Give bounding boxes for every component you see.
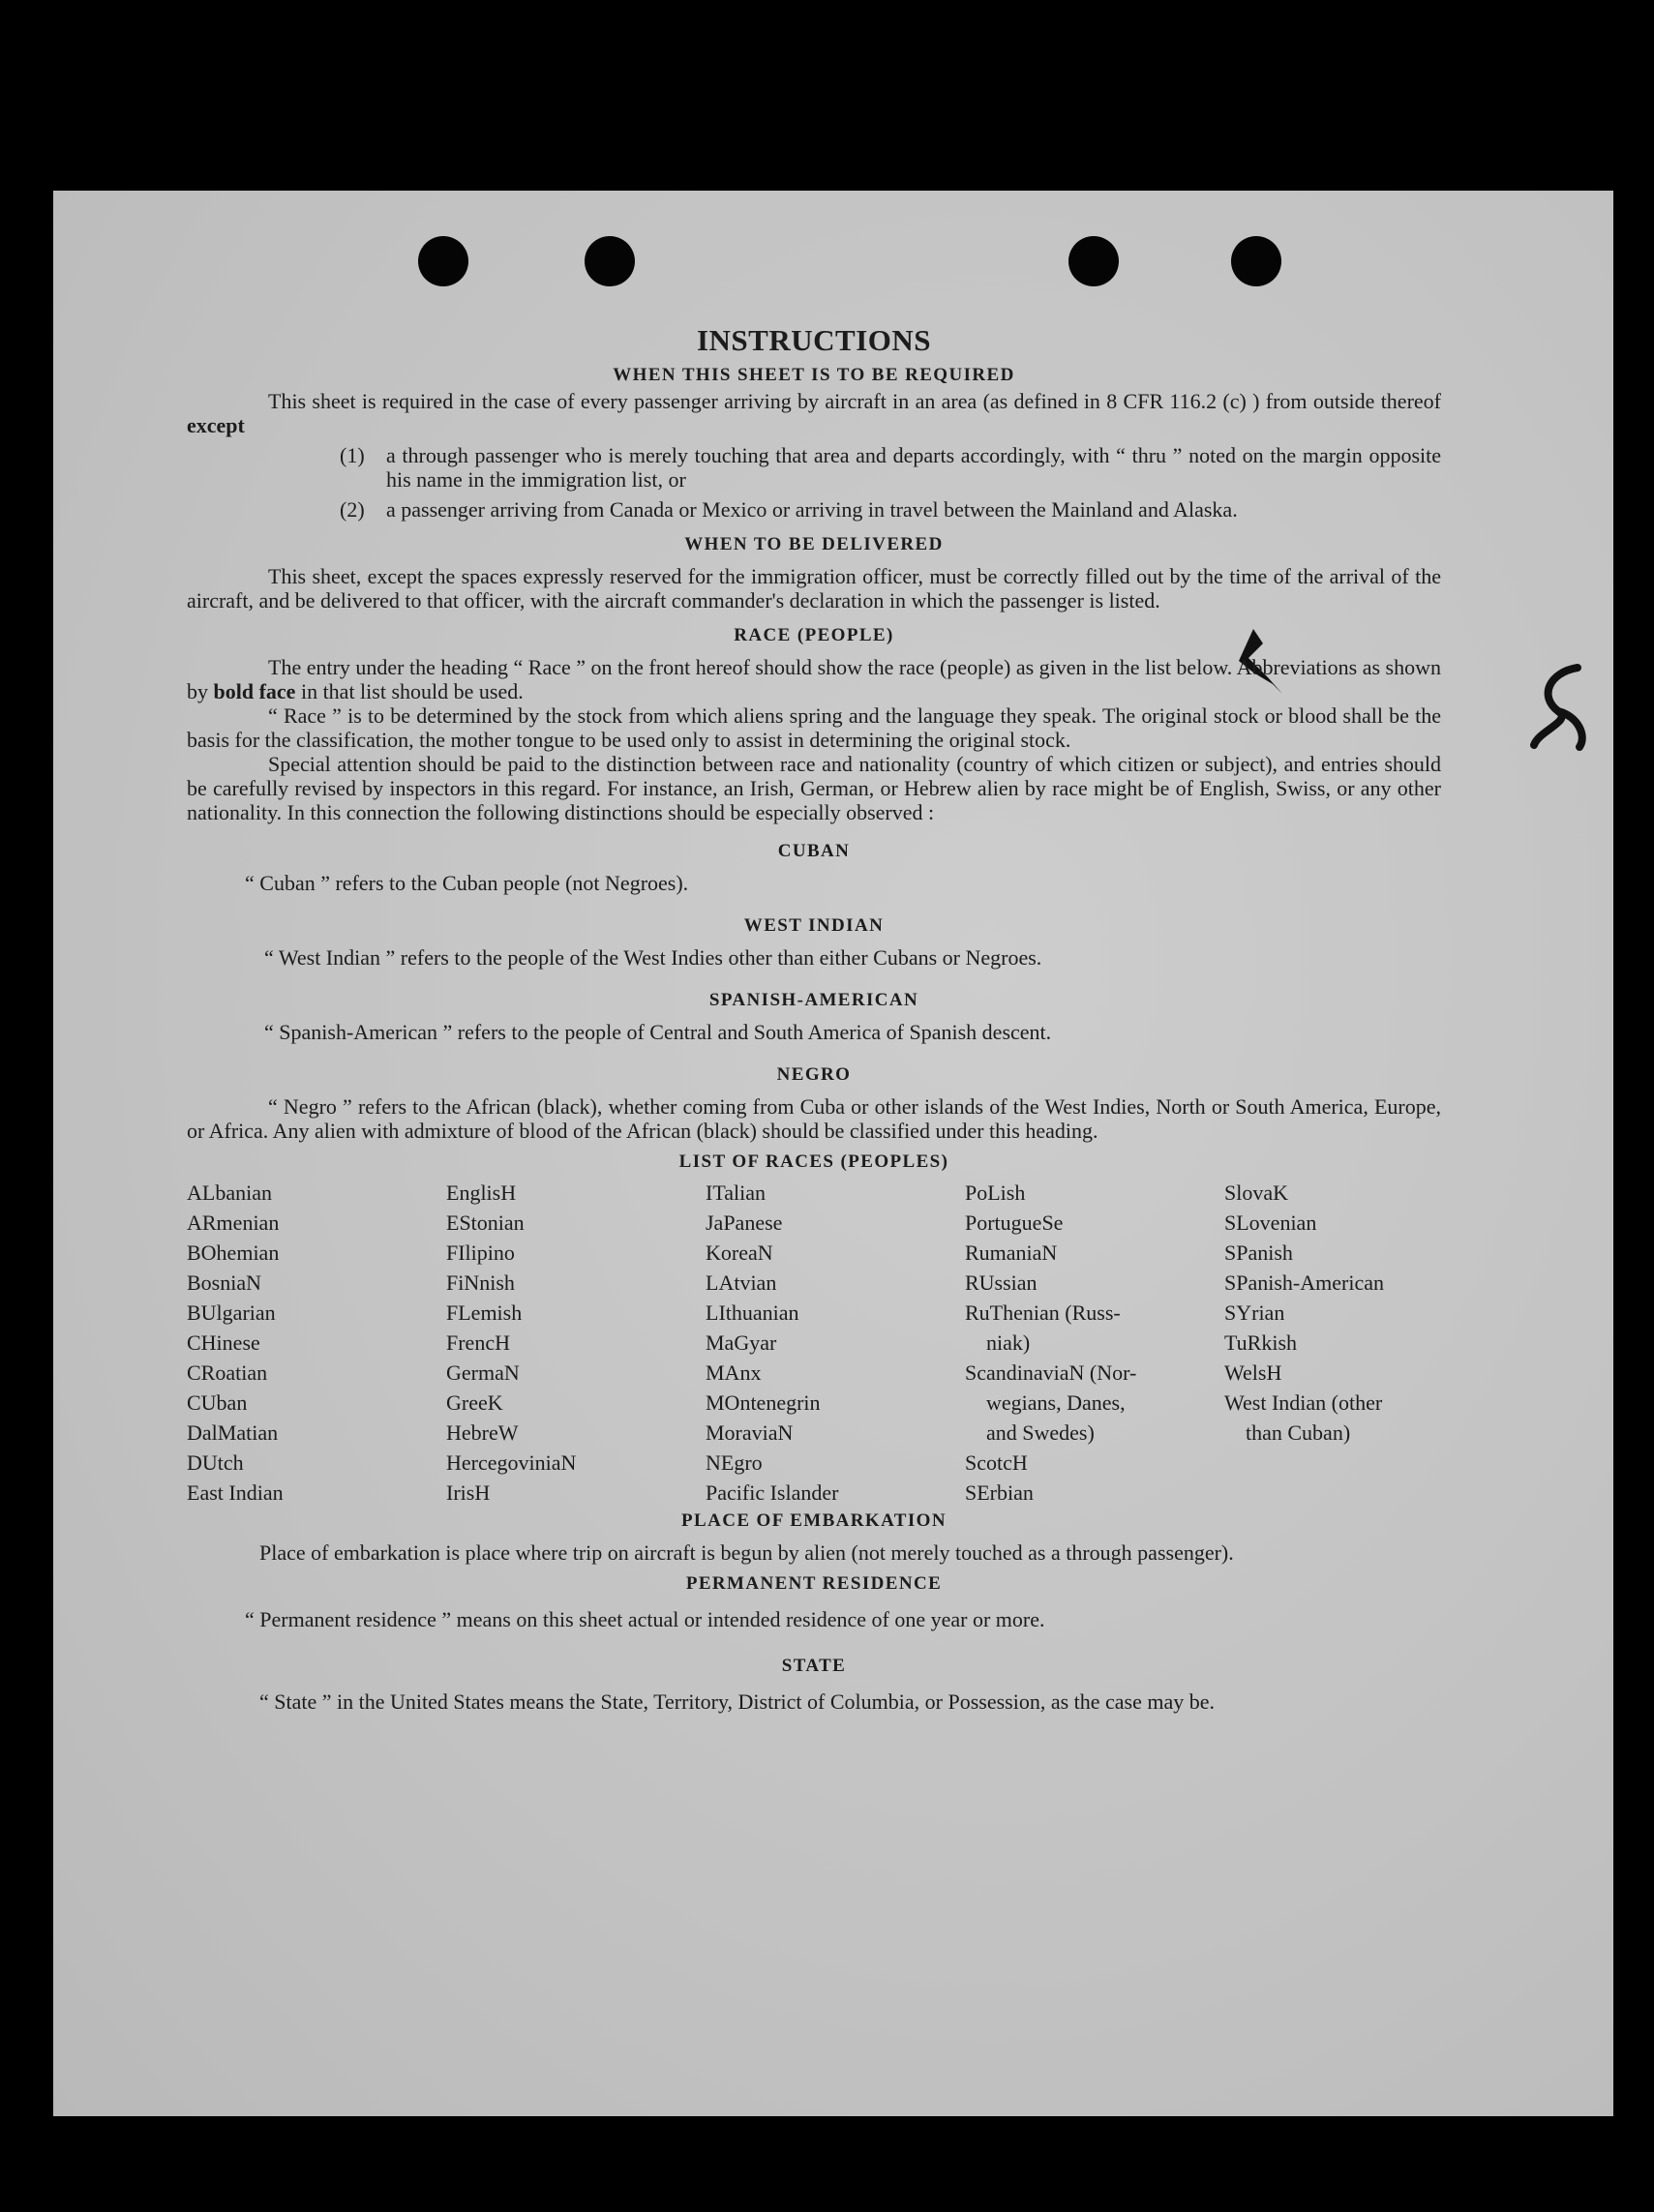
races-column-5 <box>1224 1178 1515 1508</box>
race-entry: than Cuban) <box>1246 1420 1351 1445</box>
west-indian-text: “ West Indian ” refers to the people of the West Indies other than either Cubans or Negroes. <box>264 945 1042 970</box>
race-entry: PortugueSe <box>965 1211 1064 1235</box>
race-entry: SPanish <box>1224 1241 1293 1265</box>
residence-text: “ Permanent residence ” means on this sheet actual or intended residence of one year or more. <box>245 1607 1045 1631</box>
race-entry: CUban <box>187 1390 248 1415</box>
race-entry: JaPanese <box>706 1211 783 1235</box>
race-entry: MoraviaN <box>706 1420 794 1445</box>
race-entry: EnglisH <box>446 1181 517 1205</box>
race-entry: DalMatian <box>187 1420 279 1445</box>
heading-west-indian: WEST INDIAN <box>743 915 885 936</box>
races-column-1 <box>187 1178 446 1508</box>
required-item-2: (2) a passenger arriving from Canada or Mexico or arriving in travel between the Mainland and Alaska. <box>340 497 1238 522</box>
heading-embarkation: PLACE OF EMBARKATION <box>681 1510 947 1531</box>
cuban-text: “ Cuban ” refers to the Cuban people (not Negroes). <box>245 871 689 895</box>
delivered-text: This sheet, except the spaces expressly reserved for the immigration officer, must be correctly filled out by the time of the arrival of the aircraft, and be delivered to that officer, with the aircraft commander's declaration in which the passenger is listed. <box>187 564 1441 613</box>
race-entry: DUtch <box>187 1450 244 1475</box>
race-entry: MaGyar <box>706 1330 777 1355</box>
race-entry: SLovenian <box>1224 1211 1317 1235</box>
race-entry: RuThenian (Russ- <box>965 1300 1121 1325</box>
race-entry: FiNnish <box>446 1270 515 1295</box>
race-entry: BOhemian <box>187 1241 280 1265</box>
races-column-4 <box>965 1178 1224 1508</box>
race-entry: SYrian <box>1224 1300 1285 1325</box>
race-entry: HercegoviniaN <box>446 1450 577 1475</box>
race-entry: BUlgarian <box>187 1300 276 1325</box>
race-entry: SlovaK <box>1224 1181 1288 1205</box>
negro-text: “ Negro ” refers to the African (black), whether coming from Cuba or other islands of the West Indies, North or South America, Europe, or Africa. Any alien with admixture of blood of the African (black) should be classified under this heading. <box>187 1094 1441 1143</box>
race-entry: GermaN <box>446 1360 520 1385</box>
race-entry: CRoatian <box>187 1360 268 1385</box>
race-entry: niak) <box>986 1330 1031 1355</box>
race-entry: East Indian <box>187 1480 284 1505</box>
race-entry: RUssian <box>965 1270 1038 1295</box>
race-entry: ScotcH <box>965 1450 1028 1475</box>
race-entry: FIlipino <box>446 1241 515 1265</box>
race-paragraph-2: “ Race ” is to be determined by the stock from which aliens spring and the language they speak. The original stock or blood shall be the basis for the classification, the mother tongue to be used only to assist in determining the original stock. <box>187 703 1441 752</box>
races-list <box>187 1178 1441 1508</box>
race-entry: LAtvian <box>706 1270 777 1295</box>
heading-negro: NEGRO <box>776 1064 852 1085</box>
race-entry: Pacific Islander <box>706 1480 839 1505</box>
race-entry: PoLish <box>965 1181 1026 1205</box>
race-entry: KoreaN <box>706 1241 773 1265</box>
race-entry: SPanish-American <box>1224 1270 1384 1295</box>
punch-hole <box>585 236 635 286</box>
heading-delivered: WHEN TO BE DELIVERED <box>684 534 944 554</box>
race-entry: and Swedes) <box>986 1420 1095 1445</box>
heading-spanish-american: SPANISH-AMERICAN <box>708 990 919 1010</box>
race-entry: SErbian <box>965 1480 1034 1505</box>
races-column-3 <box>706 1178 965 1508</box>
heading-state: STATE <box>781 1656 847 1676</box>
races-column-2 <box>446 1178 706 1508</box>
punch-hole <box>1231 236 1281 286</box>
race-entry: BosniaN <box>187 1270 261 1295</box>
spanish-american-text: “ Spanish-American ” refers to the people of Central and South America of Spanish descent. <box>264 1020 1052 1044</box>
race-entry: ScandinaviaN (Nor- <box>965 1360 1137 1385</box>
heading-residence: PERMANENT RESIDENCE <box>685 1573 943 1594</box>
race-entry: IrisH <box>446 1480 491 1505</box>
state-text: “ State ” in the United States means the State, Territory, District of Columbia, or Possession, as the case may be. <box>259 1689 1216 1714</box>
heading-race: RACE (PEOPLE) <box>734 625 894 645</box>
page-title: INSTRUCTIONS <box>696 323 931 357</box>
race-entry: MOntenegrin <box>706 1390 821 1415</box>
race-entry: ITalian <box>706 1181 766 1205</box>
embarkation-text: Place of embarkation is place where trip on aircraft is begun by alien (not merely touched as a through passenger). <box>259 1540 1234 1565</box>
heading-required: WHEN THIS SHEET IS TO BE REQUIRED <box>613 365 1015 385</box>
required-item-1: (1) a through passenger who is merely touching that area and departs accordingly, with “ thru ” noted on the margin opposite his name in the immigration list, or <box>340 443 1441 492</box>
race-entry: RumaniaN <box>965 1241 1058 1265</box>
heading-list-of-races: LIST OF RACES (PEOPLES) <box>678 1151 949 1172</box>
race-entry: HebreW <box>446 1420 519 1445</box>
race-entry: TuRkish <box>1224 1330 1298 1355</box>
race-paragraph-1: The entry under the heading “ Race ” on the front hereof should show the race (people) as given in the list below. Abbreviations as shown by bold face in that list should be used. <box>187 655 1441 703</box>
handwritten-mark <box>1519 658 1597 755</box>
race-paragraph-3: Special attention should be paid to the distinction between race and nationality (country of which citizen or subject), and entries should be carefully revised by inspectors in this regard. For instance, an Irish, German, or Hebrew alien by race might be of English, Swiss, or any other nationality. In this connection the following distinctions should be especially observed : <box>187 752 1441 824</box>
required-intro: This sheet is required in the case of every passenger arriving by aircraft in an area (as defined in 8 CFR 116.2 (c) ) from outside thereof except <box>187 389 1441 437</box>
race-entry: FLemish <box>446 1300 523 1325</box>
punch-hole <box>418 236 468 286</box>
race-entry: LIthuanian <box>706 1300 799 1325</box>
instructions-content <box>187 319 1441 1714</box>
race-entry: NEgro <box>706 1450 763 1475</box>
race-entry: EStonian <box>446 1211 525 1235</box>
race-entry: WelsH <box>1224 1360 1282 1385</box>
race-entry: ARmenian <box>187 1211 280 1235</box>
heading-cuban: CUBAN <box>777 841 851 861</box>
race-entry: CHinese <box>187 1330 260 1355</box>
punch-hole <box>1068 236 1119 286</box>
race-entry: FrencH <box>446 1330 510 1355</box>
race-entry: GreeK <box>446 1390 503 1415</box>
race-entry: wegians, Danes, <box>986 1390 1126 1415</box>
race-entry: MAnx <box>706 1360 762 1385</box>
race-entry: West Indian (other <box>1224 1390 1383 1415</box>
race-entry: ALbanian <box>187 1181 272 1205</box>
